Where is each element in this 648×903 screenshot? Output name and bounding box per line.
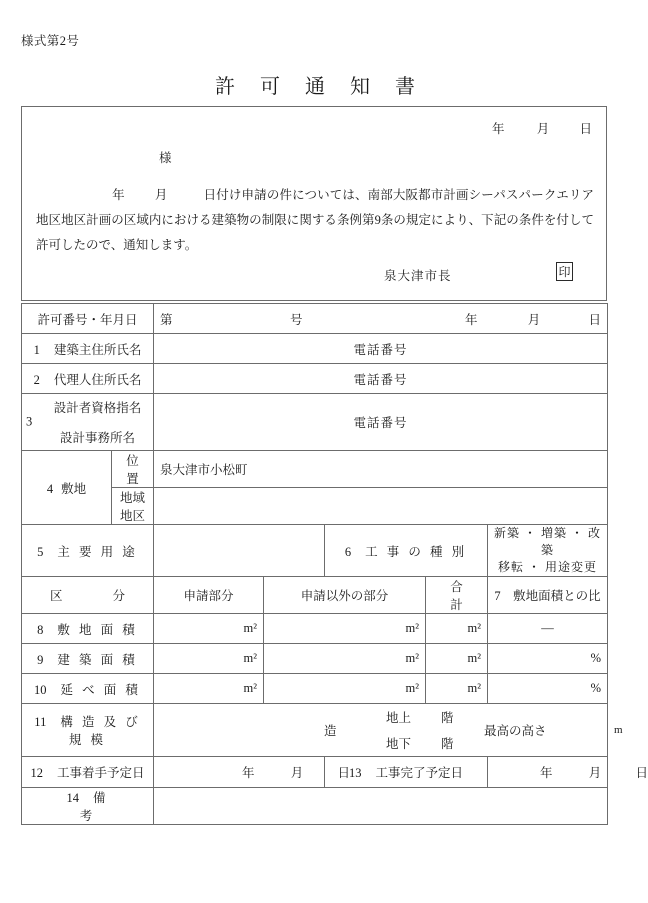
table-row-permit bbox=[22, 304, 608, 334]
end-date-label: 工事完了予定日 bbox=[375, 766, 463, 780]
start-date-year: 年 bbox=[242, 766, 255, 780]
table-row-area-site bbox=[22, 614, 608, 644]
area-header-ratio: 7 敷地面積との比 bbox=[488, 577, 608, 614]
remarks-value[interactable] bbox=[154, 788, 608, 825]
end-date-month: 月 bbox=[588, 766, 602, 780]
structure-zou: 造 bbox=[324, 724, 337, 738]
area-header-not-applied: 申請以外の部分 bbox=[264, 577, 426, 614]
designer-label-cell bbox=[22, 394, 154, 451]
table-row-builder bbox=[22, 334, 608, 364]
designer-num: 3 bbox=[26, 414, 33, 429]
site-district-value[interactable] bbox=[154, 488, 608, 525]
site-position-value[interactable]: 泉大津市小松町 bbox=[154, 451, 608, 488]
permit-day: 日 bbox=[588, 312, 601, 327]
permit-dai: 第 bbox=[160, 312, 173, 327]
area-building-applied[interactable]: m² bbox=[154, 644, 264, 674]
work-kind-label: 工 事 の 種 別 bbox=[365, 544, 468, 559]
main-use-value[interactable] bbox=[154, 525, 325, 577]
area-header-applied: 申請部分 bbox=[154, 577, 264, 614]
permit-date-line bbox=[465, 310, 601, 328]
main-use-label: 主 要 用 途 bbox=[57, 544, 138, 559]
structure-value-cell[interactable] bbox=[154, 704, 623, 757]
agent-label-cell bbox=[22, 364, 154, 394]
area-floor-label: 延 べ 面 積 bbox=[60, 682, 141, 697]
notice-paragraph bbox=[36, 183, 594, 258]
builder-num: 1 bbox=[33, 342, 40, 357]
area-building-total[interactable]: m² bbox=[426, 644, 488, 674]
work-kind-num: 6 bbox=[344, 544, 352, 559]
agent-value-cell[interactable] bbox=[154, 364, 608, 394]
designer-office-label: 設計事務所名 bbox=[59, 431, 135, 445]
table-row-designer bbox=[22, 394, 608, 451]
area-building-label: 建 築 面 積 bbox=[57, 652, 138, 667]
main-use-label-cell bbox=[22, 525, 154, 577]
permit-value-cell[interactable] bbox=[154, 304, 608, 334]
seal-stamp-icon: 印 bbox=[556, 262, 573, 281]
builder-tel-label: 電話番号 bbox=[353, 342, 408, 357]
permit-label: 許可番号・年月日 bbox=[22, 304, 154, 334]
site-num: 4 bbox=[46, 481, 54, 496]
area-site-label: 敷 地 面 積 bbox=[57, 622, 138, 637]
area-floor-ratio[interactable]: % bbox=[488, 674, 608, 704]
start-date-day: 日 bbox=[337, 766, 351, 780]
end-date-ymd bbox=[540, 763, 648, 781]
area-site-total[interactable]: m² bbox=[426, 614, 488, 644]
remarks-label: 備 考 bbox=[79, 791, 171, 823]
table-row-site-position bbox=[22, 451, 608, 488]
addressee-honorific: 様 bbox=[159, 151, 172, 165]
builder-value-cell[interactable] bbox=[154, 334, 608, 364]
builder-label: 建築主住所氏名 bbox=[53, 342, 142, 357]
agent-label: 代理人住所氏名 bbox=[53, 372, 142, 387]
start-date-label-cell bbox=[22, 757, 154, 788]
start-date-value-cell[interactable] bbox=[154, 757, 351, 788]
end-date-value-cell[interactable] bbox=[488, 757, 648, 788]
permit-gou: 号 bbox=[290, 312, 303, 327]
structure-height-unit: m bbox=[614, 724, 623, 736]
body-year: 年 bbox=[112, 188, 125, 202]
permit-year: 年 bbox=[464, 312, 478, 327]
page-title: 許 可 通 知 書 bbox=[215, 76, 425, 98]
builder-label-cell bbox=[22, 334, 154, 364]
structure-num: 11 bbox=[34, 715, 47, 729]
site-position-label: 位 置 bbox=[112, 451, 154, 488]
notice-date-year: 年 bbox=[491, 122, 505, 136]
structure-above-ground: 地上 階 bbox=[386, 711, 454, 725]
work-kind-label-cell bbox=[325, 525, 488, 577]
structure-max-height-label: 最高の高さ bbox=[484, 724, 547, 738]
agent-tel-label: 電話番号 bbox=[353, 372, 408, 387]
table-row-area-building bbox=[22, 644, 608, 674]
area-site-num: 8 bbox=[37, 622, 44, 637]
notice-date-day: 日 bbox=[579, 122, 592, 136]
area-floor-label-cell bbox=[22, 674, 154, 704]
body-month: 月 bbox=[154, 188, 168, 202]
designer-tel-label: 電話番号 bbox=[353, 416, 408, 430]
area-floor-applied[interactable]: m² bbox=[154, 674, 264, 704]
body-sentence: 日付け申請の件については、南部大阪都市計画シーパスパークエリア地区地区計画の区域内における建築物の制限に関する条例第9条の規定により、下記の条件を付して許可したので、通知します。 bbox=[36, 188, 594, 252]
area-site-applied[interactable]: m² bbox=[154, 614, 264, 644]
work-kind-options[interactable] bbox=[488, 525, 608, 577]
notice-date-month: 月 bbox=[536, 122, 550, 136]
table-row-remarks bbox=[22, 788, 608, 825]
area-floor-num: 10 bbox=[34, 682, 47, 697]
area-floor-not-applied[interactable]: m² bbox=[264, 674, 426, 704]
start-date-num: 12 bbox=[30, 766, 43, 780]
signer-title: 泉大津市長 bbox=[384, 269, 452, 283]
site-label-cell bbox=[22, 451, 112, 525]
end-date-year: 年 bbox=[540, 766, 553, 780]
designer-value-cell[interactable] bbox=[154, 394, 608, 451]
area-site-label-cell bbox=[22, 614, 154, 644]
notice-body-box bbox=[21, 106, 607, 301]
area-site-ratio: ― bbox=[488, 614, 608, 644]
table-row-use-and-kind bbox=[22, 525, 608, 577]
area-header-total: 合 計 bbox=[426, 577, 488, 614]
work-kind-options-line1: 新築 ・ 増築 ・ 改築 bbox=[493, 526, 601, 557]
area-building-num: 9 bbox=[37, 652, 44, 667]
notice-date-line bbox=[492, 119, 592, 137]
start-date-month: 月 bbox=[290, 766, 304, 780]
end-date-num: 13 bbox=[348, 766, 362, 780]
table-row-area-floor bbox=[22, 674, 608, 704]
area-site-not-applied[interactable]: m² bbox=[264, 614, 426, 644]
area-building-label-cell bbox=[22, 644, 154, 674]
structure-label-cell bbox=[22, 704, 154, 757]
start-date-ymd bbox=[242, 763, 350, 781]
permit-month: 月 bbox=[527, 312, 541, 327]
start-date-label: 工事着手予定日 bbox=[56, 766, 145, 780]
designer-qualification-label: 設計者資格指名 bbox=[53, 401, 142, 415]
form-number: 様式第2号 bbox=[21, 34, 80, 48]
table-row-agent bbox=[22, 364, 608, 394]
main-use-num: 5 bbox=[37, 544, 44, 559]
end-date-day: 日 bbox=[635, 766, 648, 780]
permit-details-table bbox=[21, 303, 648, 825]
area-building-not-applied[interactable]: m² bbox=[264, 644, 426, 674]
site-label: 敷地 bbox=[61, 481, 87, 496]
remarks-num: 14 bbox=[66, 791, 79, 805]
remarks-label-cell bbox=[22, 788, 171, 825]
table-row-construction-dates bbox=[22, 757, 608, 788]
area-floor-total[interactable]: m² bbox=[426, 674, 488, 704]
area-header-kubun: 区 分 bbox=[22, 577, 154, 614]
work-kind-options-line2: 移転 ・ 用途変更 bbox=[497, 560, 597, 574]
agent-num: 2 bbox=[33, 372, 40, 387]
table-row-structure bbox=[22, 704, 608, 757]
structure-label: 構 造 及 び 規 模 bbox=[60, 715, 141, 747]
structure-below-ground: 地下 階 bbox=[386, 737, 454, 751]
table-row-area-header bbox=[22, 577, 608, 614]
area-building-ratio[interactable]: % bbox=[488, 644, 608, 674]
site-district-label: 地域地区 bbox=[112, 488, 154, 525]
